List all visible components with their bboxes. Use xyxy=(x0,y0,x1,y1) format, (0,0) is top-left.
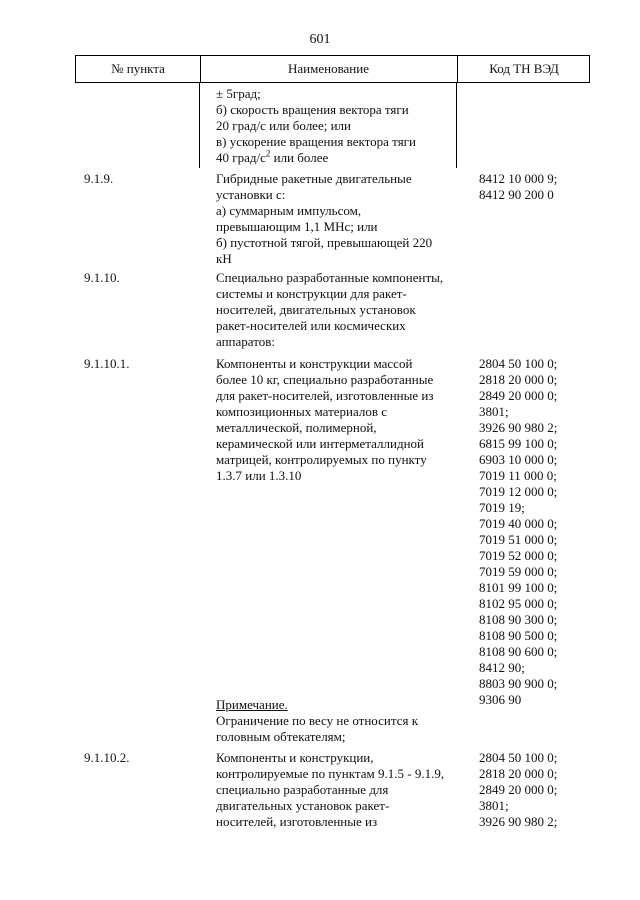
item-number: 9.1.9. xyxy=(84,171,114,186)
item-number: 9.1.10.2. xyxy=(84,750,130,765)
table-header xyxy=(75,55,590,83)
note-title: Примечание. xyxy=(216,697,288,712)
item-number: 9.1.10. xyxy=(84,270,120,285)
item-codes: 2804 50 100 0; 2818 20 000 0; 2849 20 000 0; 3801; 3926 90 980 2; xyxy=(479,750,558,829)
column-divider xyxy=(456,83,457,168)
item-name: Компоненты и конструкции, контролируемые по пунктам 9.1.5 - 9.1.9, специально разработанные для двигательных установок ракет- носителей, изготовленные из xyxy=(216,750,445,829)
item-codes: 8412 10 000 9; 8412 90 200 0 xyxy=(479,171,558,202)
item-name: Гибридные ракетные двигательные установки с: а) суммарным импульсом, превышающим 1,1 МНс; или б) пустотной тягой, превышающей 220 кН xyxy=(216,171,433,266)
page-number: 601 xyxy=(309,32,331,47)
header-tn-ved-code: Код ТН ВЭД xyxy=(489,61,559,76)
item-name: Компоненты и конструкции массой более 10 кг, специально разработанные для ракет-носителей, изготовленные из композиционных материалов с металлической, полимерной, керамической или интерметаллидной матрицей, контролируемых по пункту 1.3.7 или 1.3.10 xyxy=(216,356,434,483)
item-codes: 2804 50 100 0; 2818 20 000 0; 2849 20 000 0; 3801; 3926 90 980 2; 6815 99 100 0; 6903 10 000 0; 7019 11 000 0; 7019 12 000 0; 7019 19; 7019 40 000 0; 7019 51 000 0; 7019 52 000 0; 7019 59 000 0; 8101 99 100 0; 8102 95 000 0; 8108 90 300 0; 8108 90 500 0; 8108 90 600 0; 8412 90; 8803 90 900 0; 9306 90 xyxy=(479,356,558,707)
continuation-text: ± 5град; б) скорость вращения вектора тяги 20 град/с или более; или в) ускорение вращения вектора тяги 40 град/$с^2$ или более xyxy=(216,86,416,165)
header-name: Наименование xyxy=(288,61,369,76)
note-text: Ограничение по весу не относится к головным обтекателям; xyxy=(216,713,419,744)
column-divider xyxy=(199,83,200,168)
header-item-number: № пункта xyxy=(111,61,165,76)
item-name: Специально разработанные компоненты, системы и конструкции для ракет- носителей, двигательных установок ракет-носителей или космических аппаратов: xyxy=(216,270,444,349)
item-number: 9.1.10.1. xyxy=(84,356,130,371)
